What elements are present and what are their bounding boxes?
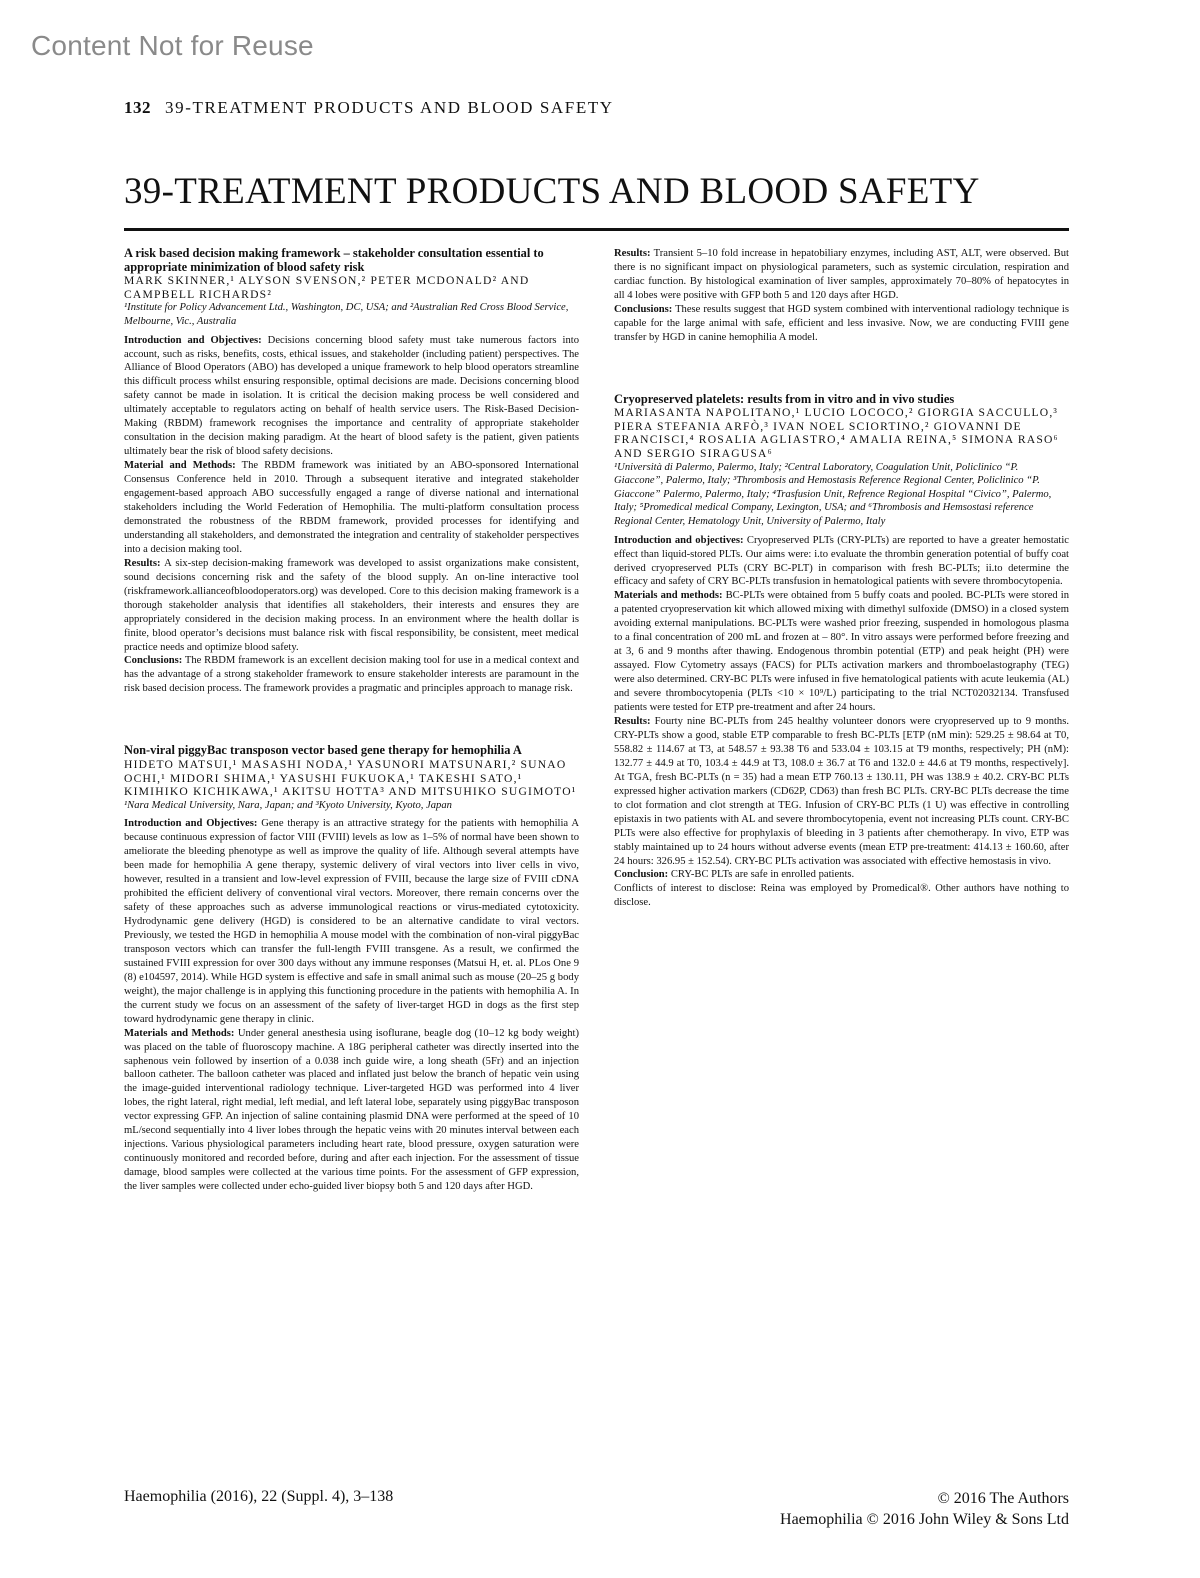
left-column [124,247,579,1194]
abstract-conclusions: Conclusions: The RBDM framework is an excellent decision making tool for use in a medical context and has the advantage of a strong stakeholder framework to ensure stakeholder interests are paramount in the risk based decision process. The framework provides a pragmatic and principles approach to manage risk. [124,655,579,695]
abstract-authors: HIDETO MATSUI,¹ MASASHI NODA,¹ YASUNORI MATSUNARI,² SUNAO OCHI,¹ MIDORI SHIMA,¹ YASUSHI FUKUOKA,¹ TAKESHI SATO,¹ KIMIHIKO KICHIKAWA,¹ AKITSU HOTTA³ AND MITSUHIKO SUGIMOTO¹ [124,757,577,799]
section-title: 39-TREATMENT PRODUCTS AND BLOOD SAFETY [124,171,980,212]
abstract-results: Results: Transient 5–10 fold increase in hepatobiliary enzymes, including AST, ALT, were observed. But there is no significant impact on physiological parameters, such as systemic circulation, respiration and cardiac function. By histological examination of liver samples, approximately 70–80% of hepatocytes in all 4 lobes were positive with GFP both 5 and 120 days after HGD. [614,248,1069,301]
abstract-cryopreserved-platelets [614,393,1069,911]
abstract-piggybac-continued [614,247,1069,345]
copyright-publisher: Haemophilia © 2016 John Wiley & Sons Ltd [780,1511,1069,1528]
abstract-methods: Material and Methods: The RBDM framework was initiated by an ABO-sponsored International Consensus Conference held in 2010. Through a subsequent iterative and integrated stakeholder engagement-based approach ABO successfully engaged a range of diverse national and international stakeholders including the World Federation of Hemophilia. The multi-platform consultation process demonstrated the robustness of the RBDM framework, provided processes for identifying and understanding all stakeholders, and demonstrated the integration and centrality of stakeholder perspectives into a decision making tool. [124,460,579,555]
abstract-affiliations: ¹Università di Palermo, Palermo, Italy; ²Central Laboratory, Coagulation Unit, Policlinico “P. Giaccone”, Palermo, Italy; ³Thrombosis and Hemostasis Reference Regional Center, Policlinico “P. Giaccone” Palermo, Palermo, Italy; ⁴Trasfusion Unit, Refrence Regional Hospital “Civico”, Palermo, Italy; ⁵Promedical medical Company, Lexington, USA; and ⁶Thrombosis and Hemsostasi reference Regional Center, Hematology Unit, University of Palermo, Italy [614,461,1052,528]
abstract-affiliations: ¹Institute for Policy Advancement Ltd., Washington, DC, USA; and ²Australian Red Cross Blood Service, Melbourne, Vic., Australia [124,302,569,327]
abstract-conclusions: Conclusions: These results suggest that HGD system combined with interventional radiology technique is capable for the large animal with safe, efficient and less invasive. Now, we are conducting FVIII gene transfer by HGD in canine hemophilia A model. [614,303,1069,343]
abstract-title: A risk based decision making framework – stakeholder consultation essential to appropriate minimization of blood safety risk [124,246,544,274]
abstract-title: Cryopreserved platelets: results from in vitro and in vivo studies [614,391,955,406]
abstract-intro: Introduction and objectives: Cryopreserved PLTs (CRY-PLTs) are reported to have a greater hemostatic effect than liquid-stored PLTs. Our aims were: i.to evaluate the thrombin generation potential of buffy coat derived cryopreserved PLTs (CRY BC-PLT) in comparison with fresh BC-PLTs; ii.to determine the efficacy and safety of CRY BC-PLTs transfusion in hematological patients with severe thrombocytopenia. [614,534,1069,588]
abstract-risk-framework [124,247,579,696]
abstract-methods: Materials and Methods: Under general anesthesia using isoflurane, beagle dog (10–12 kg body weight) was placed on the table of fluoroscopy machine. A 18G peripheral catheter was directly inserted into the saphenous vein followed by insertion of a 0.038 inch guide wire, a long sheath (5Fr) and an injection balloon catheter. The balloon catheter was placed and inflated just below the branch of hepatic vein using the image-guided interventional radiology technique. Liver-targeted HGD was performed into 4 liver lobes, the right lateral, right medial, left medial, and left lateral lobe, separately using piggyBac transposon vector expressing GFP. An injection of saline containing plasmid DNA were performed at the speed of 10 mL/second sequentially into 4 liver lobes through the hepatic veins with 20 minutes interval between each injections. Various physiological parameters including heart rate, blood pressure, oxygen saturation were continuously monitored and recorded before, during and after each injection. For the assessment of tissue damage, blood samples were collected at the various time points. For the assessment of GFP expression, the liver samples were collected under echo-guided liver biopsy both 5 and 120 days after HGD. [124,1027,579,1193]
right-column [614,247,1069,910]
section-rule [124,228,1069,231]
abstract-title: Non-viral piggyBac transposon vector based gene therapy for hemophilia A [124,743,522,758]
page-number: 132 [124,98,151,117]
running-header [124,98,614,118]
abstract-intro: Introduction and Objectives: Decisions concerning blood safety must take numerous factors into account, such as risks, benefits, costs, ethical issues, and stakeholder (including patient) perspectives. The Alliance of Blood Operators (ABO) has developed a unique framework to help blood operators streamline this difficult process whilst ensuring responsible, optimal decisions are made. Decisions concerning blood safety cannot be made in isolation. It is critical the decision making process be well considered and ultimately acceptable to regulators acting on behalf of health service users. The Risk-Based Decision-Making (RBDM) framework recognises the importance and centrality of appropriate stakeholder consultation in the decision making paradigm. At the heart of blood safety is the patient, given patients ultimately bear the risk of blood safety decisions. [124,334,579,458]
abstract-authors: MARIASANTA NAPOLITANO,¹ LUCIO LOCOCO,² GIORGIA SACCULLO,³ PIERA STEFANIA ARFÒ,³ IVAN NOEL SCIORTINO,² GIOVANNI DE FRANCISCI,⁴ ROSALIA AGLIASTRO,⁴ AMALIA REINA,⁵ SIMONA RASO⁶ AND SERGIO SIRAGUSA⁶ [614,406,1059,461]
abstract-piggybac [124,744,579,1194]
footer-citation: Haemophilia (2016), 22 (Suppl. 4), 3–138 [124,1488,394,1505]
copyright-authors: © 2016 The Authors [937,1490,1069,1507]
abstract-conflicts: Conflicts of interest to disclose: Reina was employed by Promedical®. Other authors have nothing to disclose. [614,883,1069,909]
running-title: 39-TREATMENT PRODUCTS AND BLOOD SAFETY [165,98,614,117]
abstract-intro: Introduction and Objectives: Gene therapy is an attractive strategy for the patients with hemophilia A because continuous expression of factor VIII (FVIII) levels as low as 1–5% of normal have been shown to ameliorate the bleeding phenotype as well as improve the quality of life. Although several attempts have been made for hemophilia A gene therapy, systemic delivery of viral vectors into liver cells in vivo, however, resulted in a transient and low-level expression of FVIII, because the large size of FVIII cDNA prohibited the efficient delivery of conventional viral vectors. Moreover, there remain concerns over the safety of these approaches such as adverse immunological reactions or virus-mediated cytotoxicity. Hydrodynamic gene delivery (HGD) is considered to be an alternative candidate to viral vectors. Previously, we tested the HGD in hemophilia A mouse model with the combination of non-viral piggyBac transposon vectors which can transfer the full-length FVIII transgene. As a result, we confirmed the sustained FVIII expression for over 300 days without any immune responses (Matsui H, et. al. PLos One 9 (8) e104597, 2014). While HGD system is effective and safe in small animal such as mouse (20–25 g body weight), the major challenge is in applying this functioning procedure in the patients with hemophilia A. In the current study we focus on an assessment of the safety of liver-target HGD in dogs as the first step toward hydrodynamic gene therapy in clinic. [124,818,579,1025]
abstract-results: Results: Fourty nine BC-PLTs from 245 healthy volunteer donors were cryopreserved up to 9 months. CRY-PLTs show a good, stable ETP comparable to fresh BC-PLTs [ETP (nM min): 529.25 ± 98.64 at T0, 558.82 ± 114.67 at T3, at 548.57 ± 93.38 T6 and 533.04 ± 103.15 at T9 months, respectively; PH (nM): 132.77 ± 44.9 at T0, 103.4 ± 44.9 at T3, 108.0 ± 36.7 at T6 and 132.0 ± 44.6 at T9 months, respectively]. At TGA, fresh BC-PLTs (n = 35) had a mean ETP 760.13 ± 130.11, PH was 138.9 ± 40.2. CRY-BC PLTs expressed higher activation markers (CD62P, CD63) than fresh BC PLTs. CRY-BC PLTs decrease the time to clot formation and clot strength at TEG. Infusion of CRY-BC PLTs (1 U) was effective in controlling epistaxis in two patients with AL and severe thrombocytopenia, event not increasing PLTs count. CRY-BC PLTs were also effective for prophylaxis of bleeding in 3 patients after chemotherapy. In vivo, ETP was stably maintained up to 24 hours without adverse events (mean ETP pre-treatment: 414.13 ± 160.60, after 24 hours: 326.95 ± 152.54). CRY-BC PLTs activation was associated with effective hemostasis in vivo. [614,716,1070,867]
abstract-authors: MARK SKINNER,¹ ALYSON SVENSON,² PETER MCDONALD² AND CAMPBELL RICHARDS² [124,274,530,301]
abstract-affiliations: ¹Nara Medical University, Nara, Japan; and ³Kyoto University, Kyoto, Japan [124,799,452,811]
footer-copyright [780,1488,1069,1530]
abstract-results: Results: A six-step decision-making framework was developed to assist organizations make consistent, sound decisions concerning risk and the safety of the blood supply. An on-line interactive tool (riskframework.allianceofbloodoperators.org) was developed. Core to this decision making framework is a thorough stakeholder analysis that identifies all stakeholders, their interests and ensures they are appropriately considered in the decision making process. In an environment where the health dollar is finite, blood operator’s decisions must balance risk with fiscal responsibility, be consistent, meet medical practice needs and optimize blood safety. [124,557,579,653]
watermark: Content Not for Reuse [31,30,314,61]
abstract-methods: Materials and methods: BC-PLTs were obtained from 5 buffy coats and pooled. BC-PLTs were stored in a patented cryopreservation kit which allowed mixing with dimethyl sulfoxide (DMSO) in a closed system avoiding external manipulations. BC-PLTs were washed prior freezing, suspended in homologous plasma to a final concentration of 200 mL and frozen at – 80°. In vitro assays were performed before freezing and at 3, 6 and 9 months after thawing. Endogenous thrombin potential (ETP) and peak height (PH) were assayed. Flow Cytometry assays (FACS) for PLTs activation markers and thromboelastography (TEG) were also determined. CRY-BC PLTs were infused in five hematological patients with acute leukemia (AL) and severe thrombocytopenia (PLTs <10 × 10⁹/L) participating to the trial NCT02032134. Transfused patients were tested for ETP pre-treatment and after 24 hours. [614,590,1069,714]
abstract-conclusion: Conclusion: CRY-BC PLTs are safe in enrolled patients. [614,869,855,881]
